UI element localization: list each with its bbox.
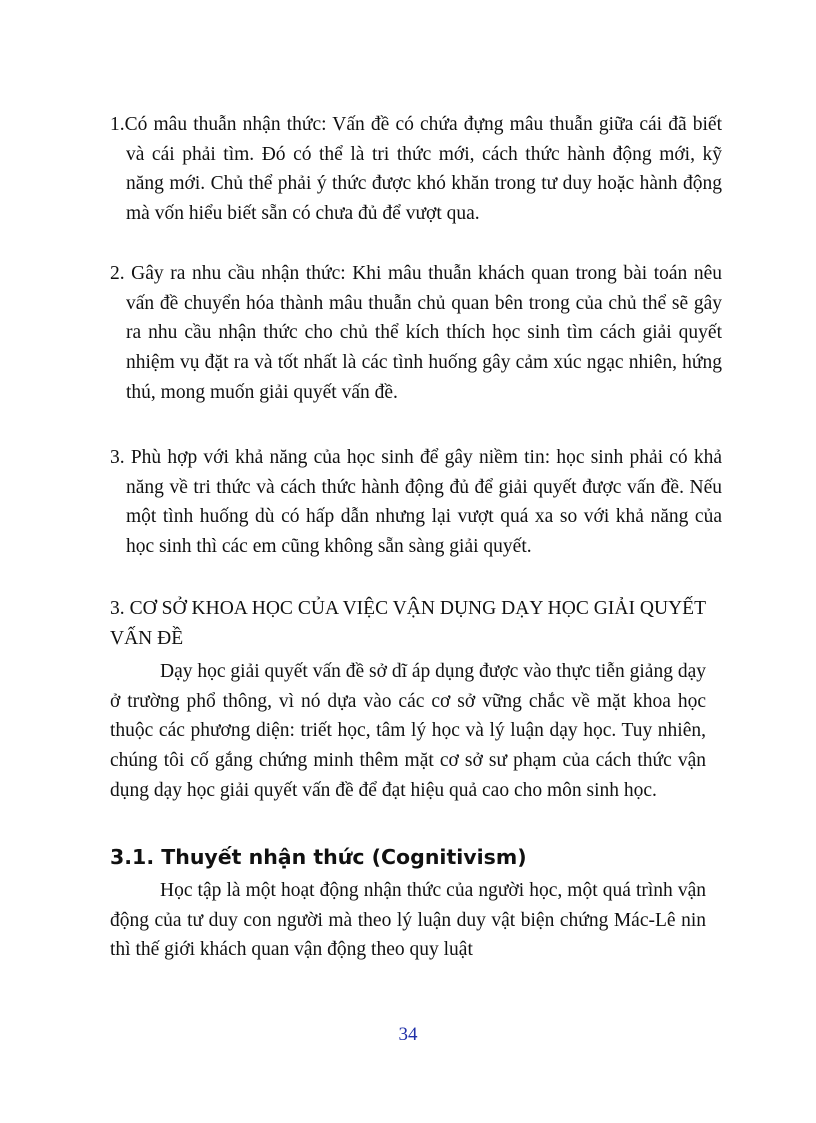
list-item-3: 3. Phù hợp với khả năng của học sinh để gây niềm tin: học sinh phải có khả năng về tri thức và cách thức hành động đủ để giải quyết được vấn đề. Nếu một tình huống dù có hấp dẫn nhưng lại vượt quá xa so với khả năng của học sinh thì các em cũng không sẵn sàng giải quyết.: [110, 447, 722, 558]
list-item-2: 2. Gây ra nhu cầu nhận thức: Khi mâu thuẫn khách quan trong bài toán nêu vấn đề chuyển hóa thành mâu thuẫn chủ quan bên trong của chủ thể sẽ gây ra nhu cầu nhận thức cho chủ thể kích thích học sinh tìm cách giải quyết nhiệm vụ đặt ra và tốt nhất là các tình huống gây cảm xúc ngạc nhiên, hứng thú, mong muốn giải quyết vấn đề.: [110, 263, 722, 403]
section-heading: 3. CƠ SỞ KHOA HỌC CỦA VIỆC VẬN DỤNG DẠY HỌC GIẢI QUYẾT VẤN ĐỀ: [110, 598, 706, 649]
paragraph-1: Dạy học giải quyết vấn đề sở dĩ áp dụng được vào thực tiễn giảng dạy ở trường phổ thông, vì nó dựa vào các cơ sở vững chắc về mặt khoa học thuộc các phương diện: triết học, tâm lý học và lý luận dạy học. Tuy nhiên, chúng tôi cố gắng chứng minh thêm mặt cơ sở sư phạm của cách thức vận dụng dạy học giải quyết vấn đề để đạt hiệu quả cao cho môn sinh học.: [110, 661, 706, 801]
paragraph-2: Học tập là một hoạt động nhận thức của người học, một quá trình vận động của tư duy con người mà theo lý luận duy vật biện chứng Mác-Lê nin thì thế giới khách quan vận động theo quy luật: [110, 880, 706, 961]
page-number: 34: [398, 1024, 418, 1045]
list-item-1: 1.Có mâu thuẫn nhận thức: Vấn đề có chứa đựng mâu thuẫn giữa cái đã biết và cái phải tìm. Đó có thể là tri thức mới, cách thức hành động mới, kỹ năng mới. Chủ thể phải ý thức được khó khăn trong tư duy hoặc hành động mà vốn hiểu biết sẵn có chưa đủ để vượt qua.: [110, 114, 722, 225]
subsection-heading: 3.1. Thuyết nhận thức (Cognitivism): [110, 845, 527, 869]
